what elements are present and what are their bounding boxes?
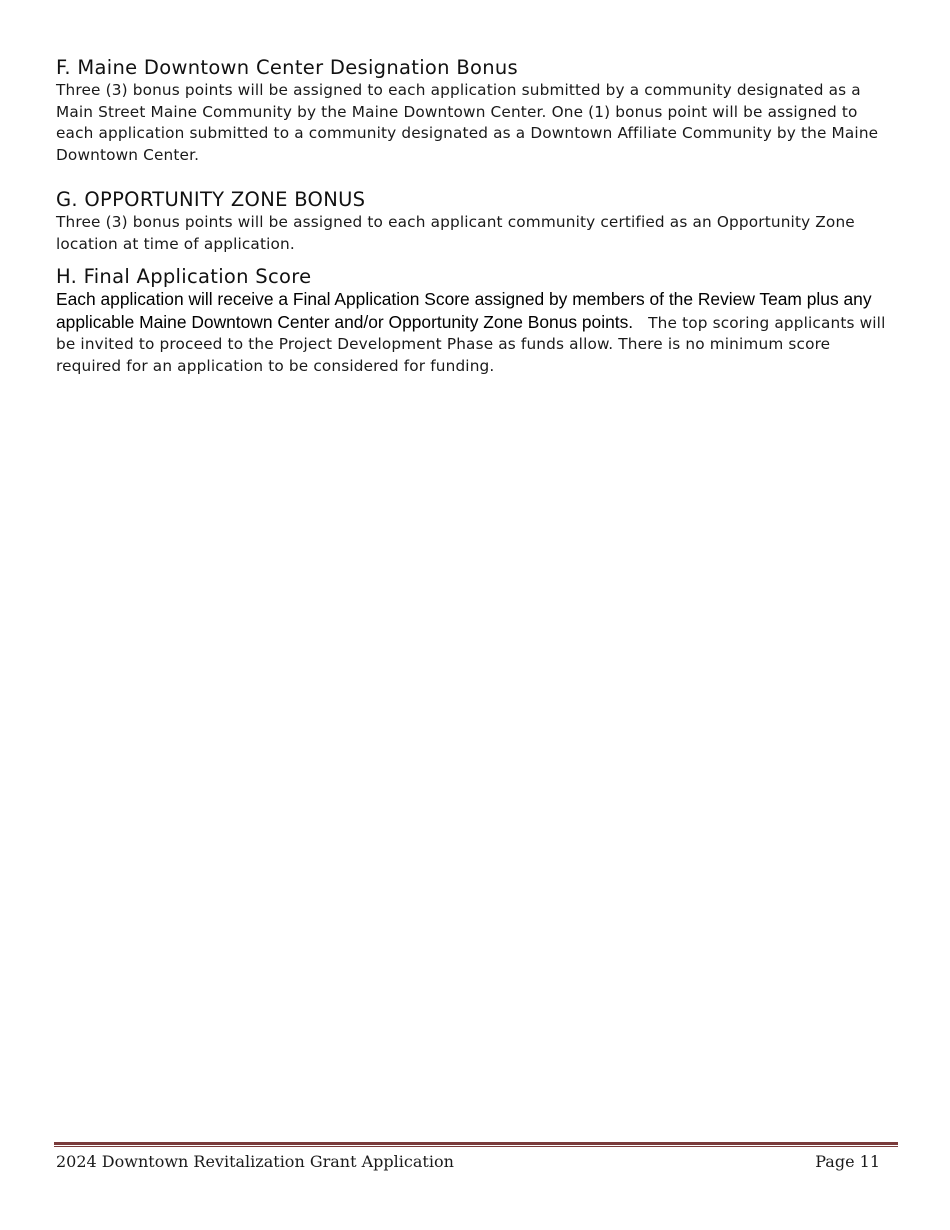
footer-divider-thick: [54, 1142, 898, 1145]
section-body: Three (3) bonus points will be assigned to each applicant community certified as an Opportunity Zone location at time of application.: [56, 213, 855, 253]
footer-divider-thin: [54, 1146, 898, 1147]
section-heading: H. Final Application Score: [56, 265, 312, 288]
section-body-lead: Each application will receive a Final Application Score assigned by members of the Review Team plus any applicable Maine Downtown Center and/or Opportunity Zone Bonus points.: [56, 289, 872, 332]
section-heading: G. OPPORTUNITY ZONE BONUS: [56, 188, 366, 211]
section-heading: F. Maine Downtown Center Designation Bonus: [56, 56, 519, 79]
footer-divider: [54, 1142, 898, 1148]
section-maine-downtown-center-bonus: [56, 56, 898, 166]
page-content: [56, 56, 898, 377]
section-opportunity-zone-bonus: [56, 188, 898, 255]
footer-document-title: 2024 Downtown Revitalization Grant Application: [56, 1152, 454, 1171]
footer-page-number: Page 11: [815, 1152, 880, 1171]
section-body-rest: The top scoring applicants will be invited to proceed to the Project Development Phase as funds allow. There is no minimum score required for an application to be considered for funding.: [56, 313, 891, 375]
section-body: Three (3) bonus points will be assigned to each application submitted by a community designated as a Main Street Maine Community by the Maine Downtown Center. One (1) bonus point will be assigned to each application submitted to a community designated as a Downtown Affiliate Community by the Maine Downtown Center.: [56, 81, 879, 164]
section-final-application-score: [56, 265, 898, 377]
section-body: [56, 289, 898, 377]
